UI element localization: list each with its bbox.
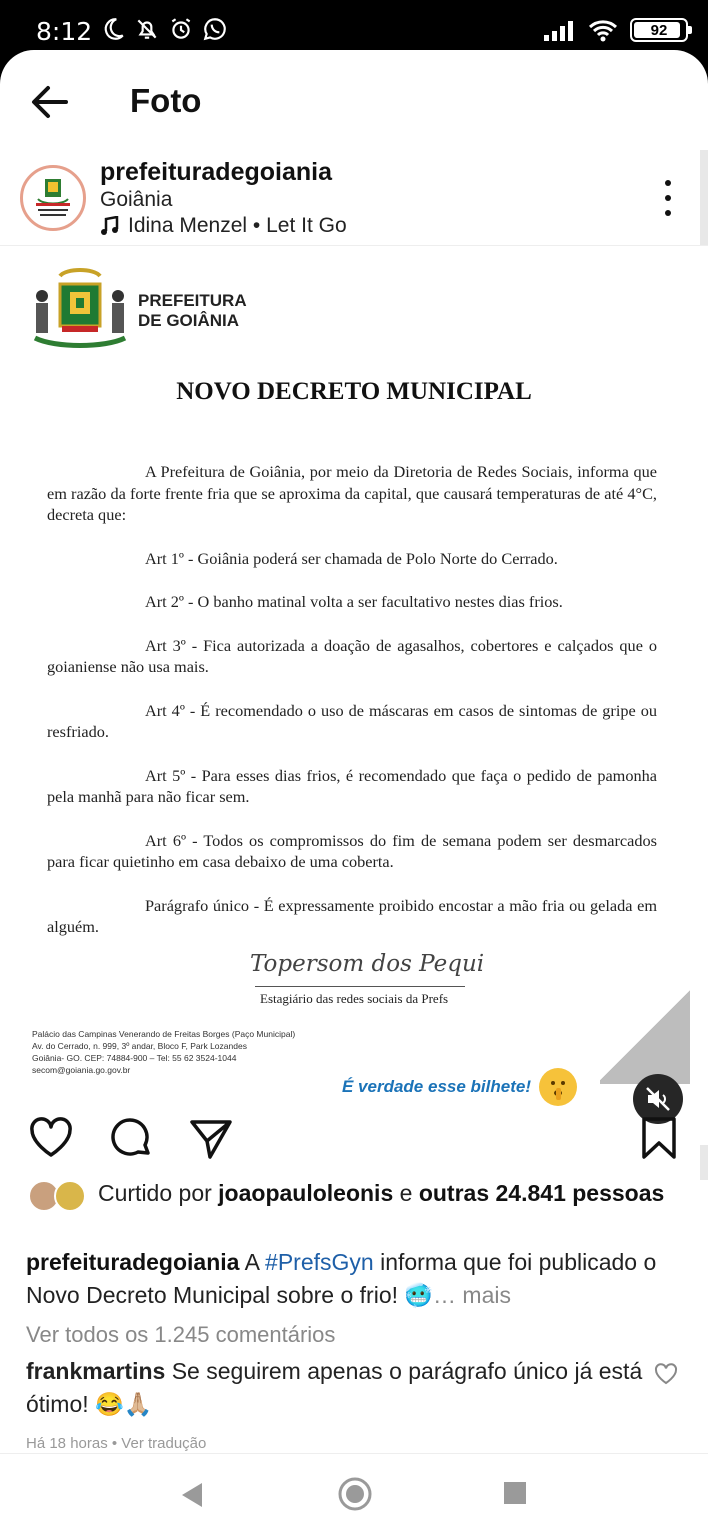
comment-heart-icon[interactable]	[654, 1362, 678, 1386]
sole-paragraph: Parágrafo único - É expressamente proibido encostar a mão fria ou gelada em alguém.	[47, 895, 657, 936]
post-location[interactable]: Goiânia	[100, 188, 173, 211]
likes-text	[98, 1178, 664, 1214]
comment-text: Se seguirem apenas o parágrafo único já está ótimo! 😂🙏🏼	[26, 1358, 643, 1417]
article-4: Art 4º - É recomendado o uso de máscaras em casos de sintomas de gripe ou resfriado.	[47, 700, 657, 741]
caption-text: informa que foi publicado o Novo Decreto Municipal sobre o frio! 🥶	[26, 1249, 657, 1308]
divider	[0, 1453, 708, 1454]
caption-more-link[interactable]: … mais	[433, 1282, 511, 1308]
page-corner-fold	[600, 986, 690, 1084]
music-label: Idina Menzel • Let It Go	[128, 214, 347, 237]
whatsapp-icon	[202, 16, 228, 42]
view-all-comments-link[interactable]: Ver todos os 1.245 comentários	[26, 1322, 336, 1347]
bookmark-icon[interactable]	[636, 1115, 682, 1161]
post-actions	[0, 1115, 708, 1165]
moon-icon	[100, 16, 126, 42]
address-line: Av. do Cerrado, n. 999, 3º andar, Bloco F, Park Lozandes	[32, 1041, 247, 1051]
logo-text	[138, 291, 247, 331]
fact-note-text: É verdade esse bilhete!	[342, 1077, 531, 1096]
top-bar	[0, 50, 708, 150]
document-intro: A Prefeitura de Goiânia, por meio da Diretoria de Redes Sociais, informa que em razão da forte frente fria que se aproxima da capital, que causará temperaturas de até 4°C, decreta que:	[47, 462, 657, 524]
document-body	[47, 461, 657, 960]
document-title: NOVO DECRETO MUNICIPAL	[176, 378, 532, 405]
address-line: Goiânia- GO. CEP: 74884-900 – Tel: 55 62 3524-1044	[32, 1053, 237, 1063]
status-icons	[100, 16, 228, 42]
app-sheet	[0, 50, 708, 1536]
more-options-icon[interactable]	[658, 180, 678, 216]
logo-text-line2: DE GOIÂNIA	[138, 311, 240, 330]
battery-icon	[630, 18, 688, 42]
comment	[26, 1355, 646, 1421]
comment-username[interactable]: frankmartins	[26, 1358, 166, 1384]
likes-summary[interactable]	[28, 1178, 688, 1214]
fact-note	[342, 1068, 577, 1106]
status-right	[544, 18, 688, 42]
caption-username[interactable]: prefeituradegoiania	[26, 1249, 240, 1275]
footer-address	[32, 1028, 295, 1076]
signature-role: Estagiário das redes sociais da Prefs	[260, 991, 449, 1006]
system-nav-bar	[0, 1462, 708, 1536]
article-1: Art 1º - Goiânia poderá ser chamada de Polo Norte do Cerrado.	[145, 548, 558, 568]
article-2: Art 2º - O banho matinal volta a ser facultativo nestes dias frios.	[145, 592, 563, 611]
liked-by-others[interactable]: outras 24.841 pessoas	[418, 1180, 665, 1206]
back-arrow-icon[interactable]	[26, 78, 74, 126]
signature-line	[255, 986, 465, 987]
battery-level: 92	[650, 21, 668, 39]
caption-hashtag[interactable]: #PrefsGyn	[265, 1249, 374, 1275]
shushing-face-icon	[539, 1068, 577, 1106]
music-note-icon	[100, 216, 120, 236]
article-5: Art 5º - Para esses dias frios, é recomendado que faça o pedido de pamonha pela manhã para não ficar sem.	[47, 765, 657, 806]
signal-icon	[544, 19, 576, 41]
alarm-icon	[168, 16, 194, 42]
city-coat-of-arms-icon	[30, 266, 130, 356]
liked-by-user[interactable]: joaopauloleonis	[218, 1180, 394, 1206]
notifications-off-icon	[134, 16, 160, 42]
post-header	[0, 150, 708, 245]
avatar	[54, 1180, 86, 1212]
article-3: Art 3º - Fica autorizada a doação de agasalhos, cobertores e calçados que o goianiense não usa mais.	[47, 635, 657, 676]
post-caption	[26, 1246, 686, 1312]
prefeitura-logo	[30, 266, 247, 356]
caption-prefix: A	[244, 1249, 259, 1275]
heart-icon[interactable]	[28, 1115, 74, 1161]
liked-by-connector: e	[399, 1180, 413, 1206]
avatar[interactable]	[20, 165, 86, 231]
city-logo-icon	[28, 173, 78, 223]
wifi-icon	[588, 18, 618, 42]
music-attribution[interactable]	[100, 214, 347, 238]
post-image[interactable]	[0, 245, 708, 1145]
comment-icon[interactable]	[108, 1115, 154, 1161]
clock: 8:12	[36, 17, 93, 46]
post-username[interactable]: prefeituradegoiania	[100, 158, 332, 186]
liked-by-prefix: Curtido por	[98, 1180, 212, 1206]
page-title: Foto	[130, 82, 202, 119]
logo-text-line1: PREFEITURA	[138, 291, 247, 310]
nav-recents-icon[interactable]	[502, 1480, 528, 1506]
post-timestamp[interactable]: Há 18 horas • Ver tradução	[26, 1435, 207, 1452]
nav-back-icon[interactable]	[178, 1480, 206, 1510]
nav-home-icon[interactable]	[336, 1475, 374, 1513]
article-6: Art 6º - Todos os compromissos do fim de semana podem ser desmarcados para ficar quietinho em casa debaixo de uma coberta.	[47, 830, 657, 871]
signature: Topersom dos Pequi	[250, 951, 485, 977]
liker-avatars	[28, 1178, 90, 1214]
address-line: secom@goiania.go.gov.br	[32, 1065, 131, 1075]
share-icon[interactable]	[188, 1115, 234, 1161]
address-line: Palácio das Campinas Venerando de Freitas Borges (Paço Municipal)	[32, 1029, 296, 1039]
